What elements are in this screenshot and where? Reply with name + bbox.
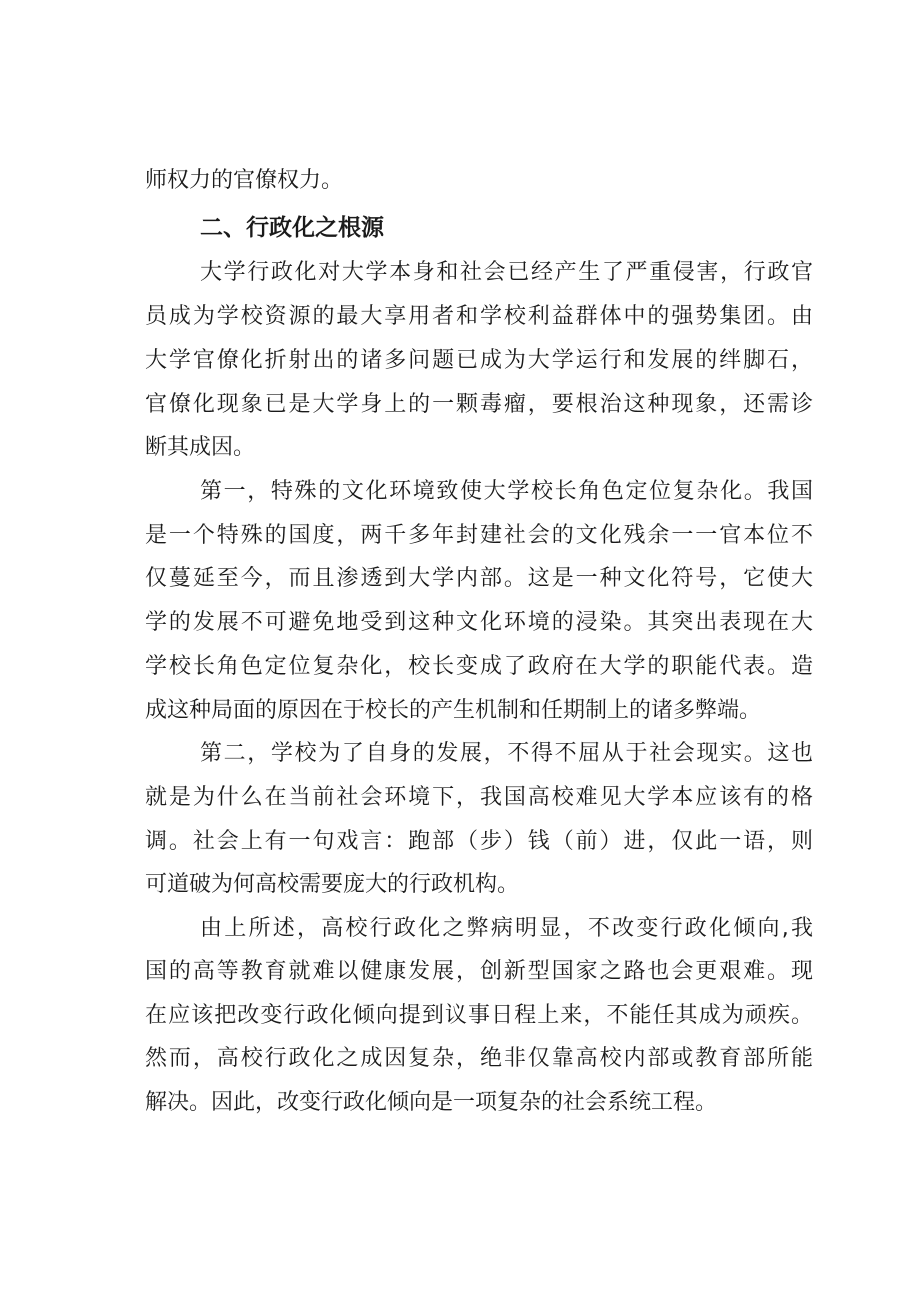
- paragraph-1-line-3: 大学官僚化折射出的诸多问题已成为大学运行和发展的绊脚石，: [145, 348, 813, 373]
- paragraph-4-line-4: 然而，高校行政化之成因复杂，绝非仅靠高校内部或教育部所能: [145, 1046, 813, 1071]
- paragraph-4-line-5: 解决。因此，改变行政化倾向是一项复杂的社会系统工程。: [145, 1090, 718, 1115]
- paragraph-1-line-2: 员成为学校资源的最大享用者和学校利益群体中的强势集团。由: [145, 304, 813, 329]
- paragraph-3-line-2: 就是为什么在当前社会环境下，我国高校难见大学本应该有的格: [145, 785, 813, 810]
- paragraph-4-line-2: 国的高等教育就难以健康发展，创新型国家之路也会更艰难。现: [145, 959, 813, 984]
- paragraph-2-line-1: 第一，特殊的文化环境致使大学校长角色定位复杂化。我国: [200, 479, 813, 504]
- paragraph-2-line-3: 仅蔓延至今，而且渗透到大学内部。这是一种文化符号，它使大: [145, 566, 813, 591]
- paragraph-4-line-3: 在应该把改变行政化倾向提到议事日程上来，不能任其成为顽疾。: [145, 1003, 813, 1028]
- paragraph-4-line-1: 由上所述，高校行政化之弊病明显，不改变行政化倾向,我: [200, 916, 813, 941]
- paragraph-1-line-5: 断其成因。: [145, 435, 256, 460]
- section-heading: 二、行政化之根源: [200, 215, 384, 241]
- paragraph-2-line-5: 学校长角色定位复杂化，校长变成了政府在大学的职能代表。造: [145, 654, 813, 679]
- paragraph-3-line-4: 可道破为何高校需要庞大的行政机构。: [145, 872, 520, 897]
- opening-line: 师权力的官僚权力。: [145, 168, 344, 193]
- paragraph-3-line-3: 调。社会上有一句戏言：跑部（步）钱（前）进，仅此一语，则: [145, 829, 813, 854]
- paragraph-1-line-1: 大学行政化对大学本身和社会已经产生了严重侵害，行政官: [200, 260, 813, 285]
- paragraph-2-line-4: 学的发展不可避免地受到这种文化环境的浸染。其突出表现在大: [145, 610, 813, 635]
- paragraph-2-line-2: 是一个特殊的国度，两千多年封建社会的文化残余一一官本位不: [145, 523, 813, 548]
- paragraph-1-line-4: 官僚化现象已是大学身上的一颗毒瘤，要根治这种现象，还需诊: [145, 392, 813, 417]
- paragraph-3-line-1: 第二，学校为了自身的发展，不得不屈从于社会现实。这也: [200, 741, 813, 766]
- paragraph-2-line-6: 成这种局面的原因在于校长的产生机制和任期制上的诸多弊端。: [145, 698, 762, 723]
